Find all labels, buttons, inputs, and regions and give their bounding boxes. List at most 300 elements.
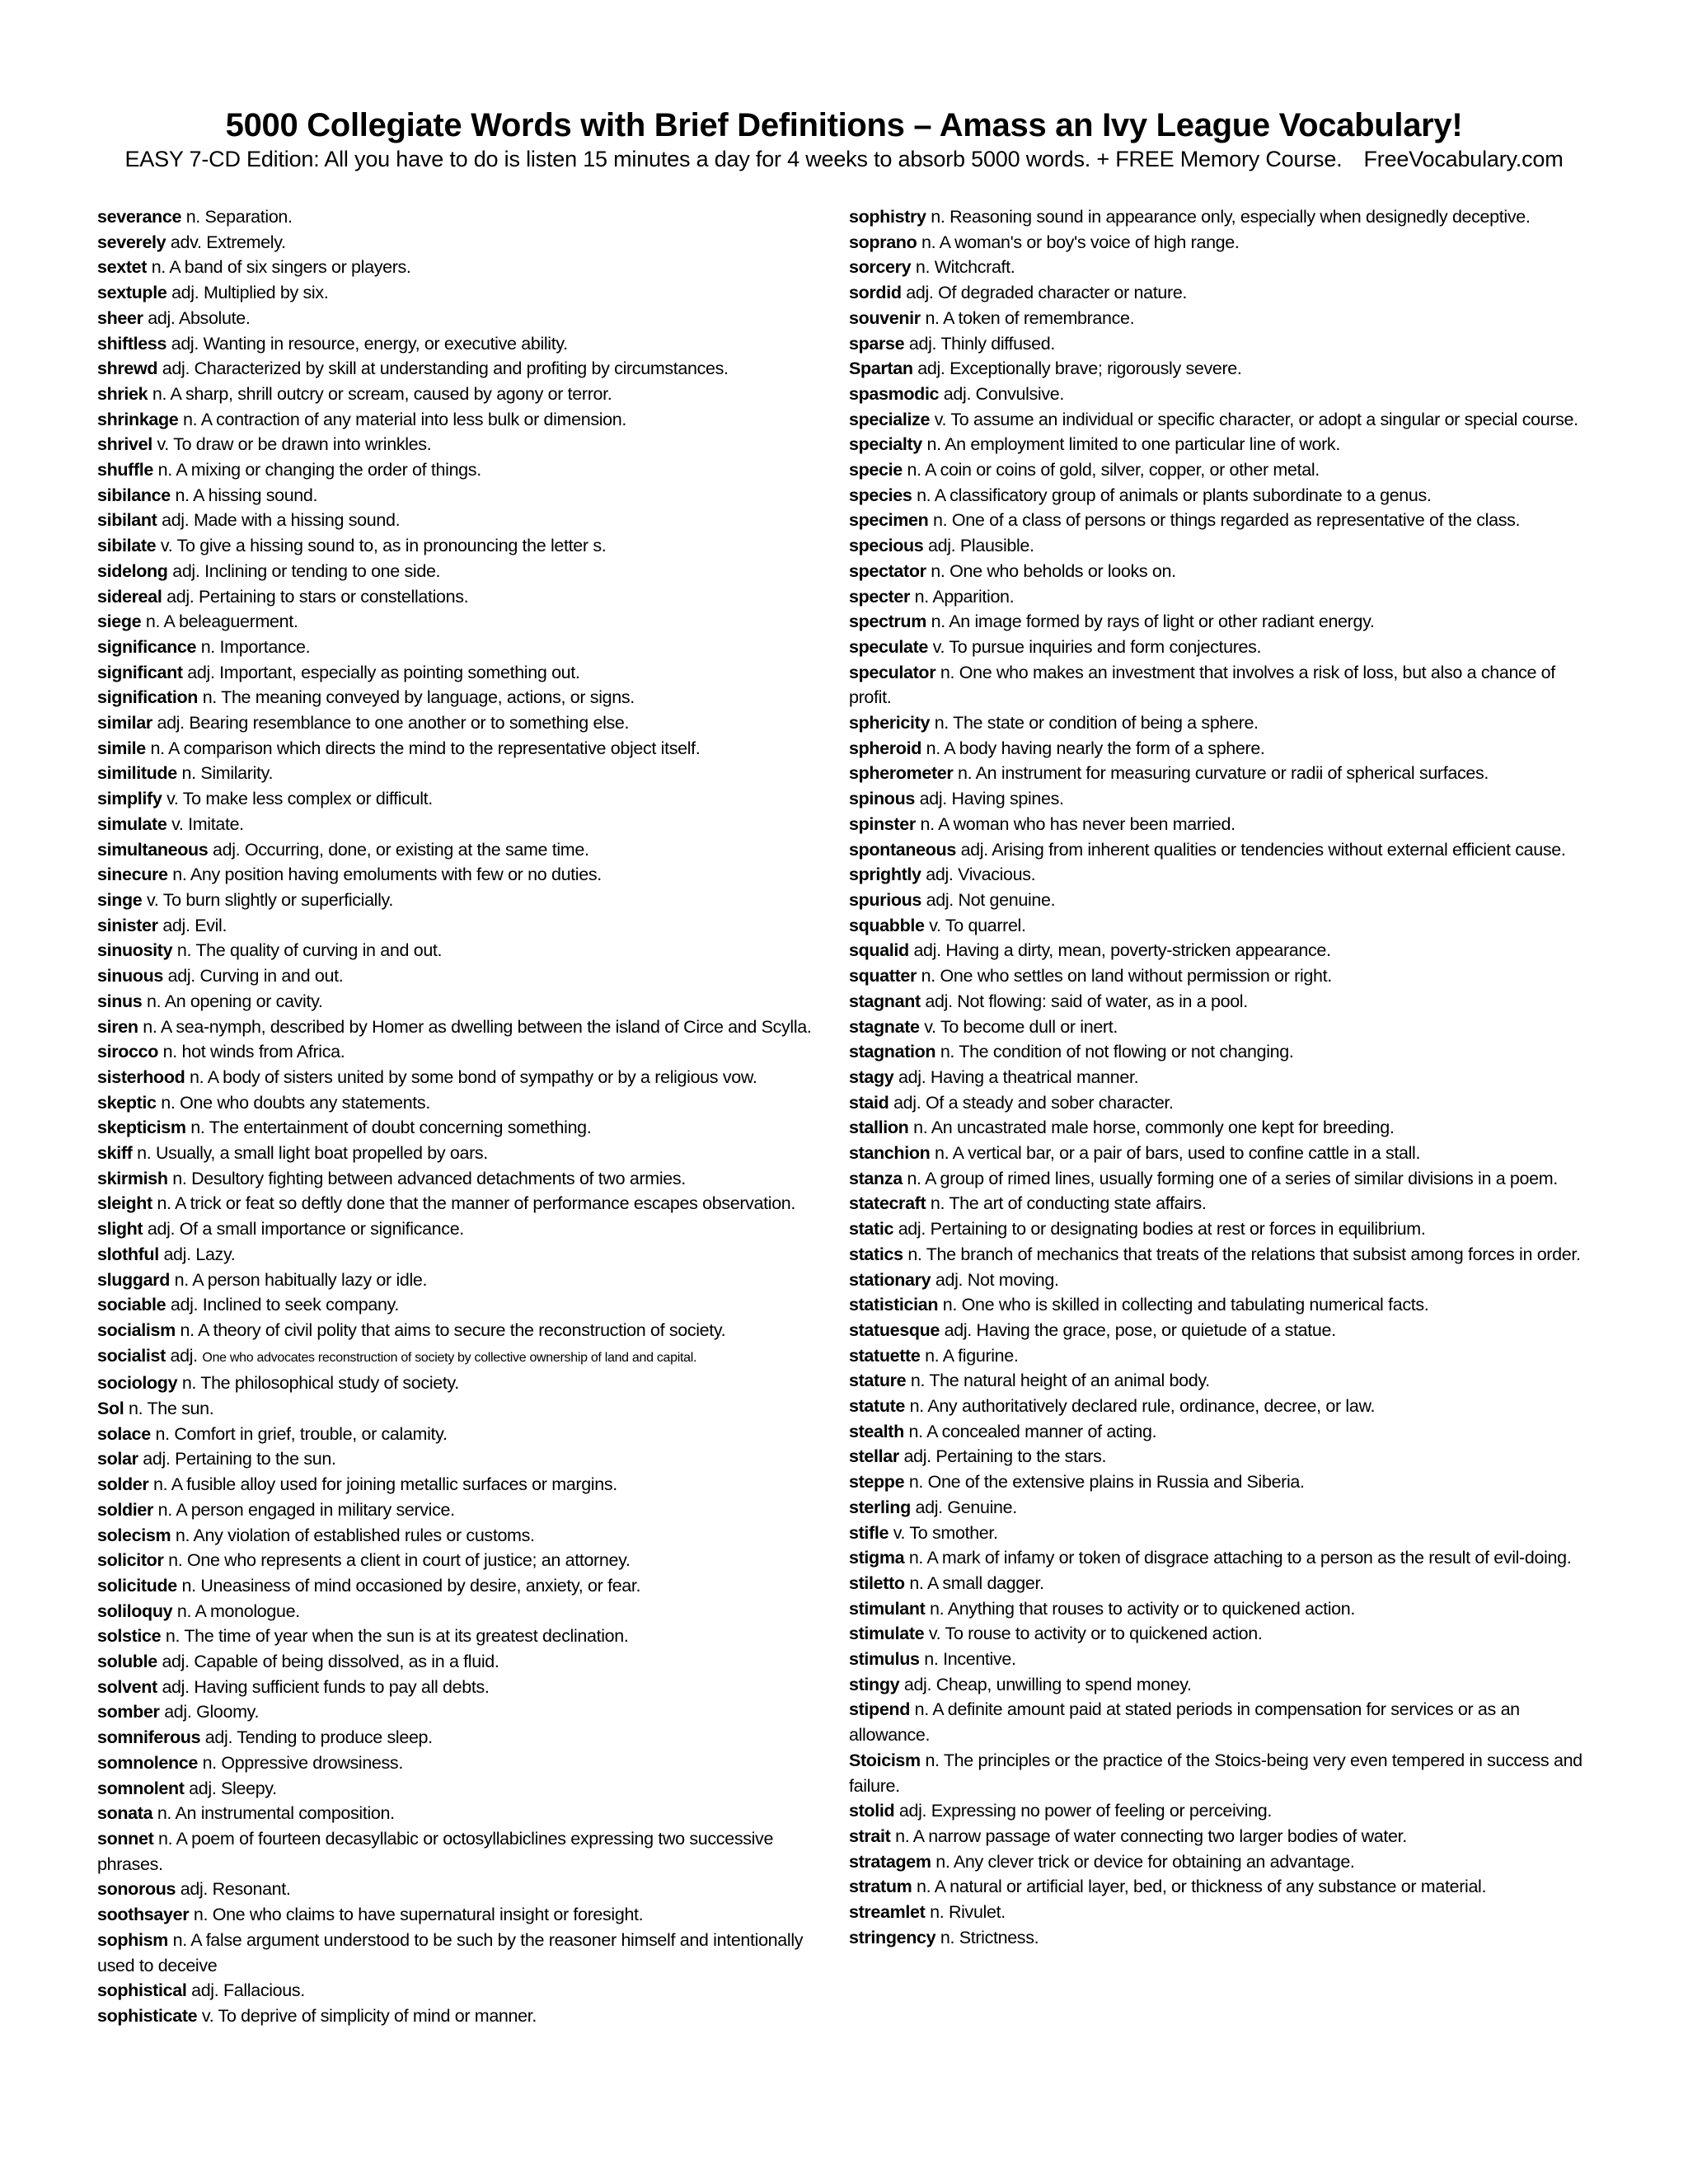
vocab-entry: [97, 812, 831, 837]
entry-word: somber: [97, 1702, 160, 1722]
entry-word: speculate: [849, 636, 929, 657]
entry-definition: adj. Fallacious.: [191, 1980, 305, 2001]
entry-definition: n. A hissing sound.: [175, 485, 318, 505]
vocab-entry: [97, 508, 831, 533]
entry-word: sleight: [97, 1193, 152, 1214]
entry-definition: n. One who makes an investment that involves a risk of loss, but also a chance of profit.: [849, 662, 1555, 708]
entry-word: squabble: [849, 915, 925, 935]
entry-definition: n. A beleaguerment.: [145, 612, 298, 632]
entry-word: stealth: [849, 1421, 904, 1441]
entry-definition: adj. Having a theatrical manner.: [898, 1066, 1139, 1087]
entry-definition: n. One of the extensive plains in Russia and Siberia.: [908, 1472, 1305, 1493]
entry-word: simplify: [97, 789, 162, 809]
entry-word: solace: [97, 1423, 151, 1444]
vocab-entry: [849, 1521, 1591, 1546]
entry-word: slight: [97, 1219, 143, 1240]
vocab-entry: [97, 685, 831, 710]
vocab-entry: [97, 1497, 831, 1523]
entry-definition: n. One who is skilled in collecting and tabulating numerical facts.: [942, 1295, 1429, 1315]
entry-word: severely: [97, 232, 166, 252]
vocab-entry: [849, 508, 1591, 533]
entry-definition: n. An uncastrated male horse, commonly one kept for breeding.: [913, 1118, 1395, 1138]
right-column: [849, 204, 1591, 1951]
vocab-entry: [849, 837, 1591, 863]
vocab-entry: [849, 1900, 1591, 1925]
entry-definition: n. A contraction of any material into less bulk or dimension.: [183, 409, 626, 429]
entry-definition: n. The branch of mechanics that treats of the relations that subsist among forces in order.: [907, 1244, 1581, 1264]
vocab-entry: [849, 989, 1591, 1015]
entry-word: shrinkage: [97, 409, 179, 429]
vocab-entry: [849, 1849, 1591, 1875]
entry-definition: n. Any violation of established rules or customs.: [175, 1525, 535, 1545]
entry-definition: n. The natural height of an animal body.: [910, 1371, 1210, 1391]
entry-definition: n. A token of remembrance.: [925, 307, 1135, 328]
entry-definition: n. The entertainment of doubt concerning something.: [190, 1118, 592, 1138]
entry-word: stipend: [849, 1699, 910, 1720]
entry-word: significance: [97, 636, 197, 657]
entry-definition: adj. Having a dirty, mean, poverty-stricken appearance.: [913, 940, 1331, 961]
entry-word: signification: [97, 687, 199, 708]
vocab-entry: [849, 1318, 1591, 1343]
vocab-entry: [97, 1216, 831, 1242]
entry-definition: n. An opening or cavity.: [147, 991, 323, 1011]
vocab-entry: [849, 1191, 1591, 1216]
vocab-entry: [849, 660, 1591, 710]
vocab-entry: [97, 1065, 831, 1090]
entry-word: specimen: [849, 510, 929, 531]
entry-word: stimulate: [849, 1624, 925, 1644]
entry-word: species: [849, 485, 912, 505]
entry-word: soldier: [97, 1499, 154, 1520]
entry-word: staid: [849, 1092, 889, 1113]
entry-definition: n. A definite amount paid at stated periods in compensation for services or as an allowance.: [849, 1699, 1520, 1746]
vocab-entry: [97, 635, 831, 660]
entry-definition: adj. Plausible.: [928, 536, 1034, 556]
vocab-entry: [97, 280, 831, 306]
entry-word: solvent: [97, 1676, 157, 1697]
entry-definition: n. A woman's or boy's voice of high range.: [921, 232, 1240, 252]
vocab-entry: [97, 736, 831, 762]
entry-word: siren: [97, 1016, 138, 1037]
entry-definition: n. A woman who has never been married.: [920, 813, 1236, 834]
entry-definition: adj. Bearing resemblance to one another or to something else.: [157, 713, 630, 733]
vocab-entry: [97, 559, 831, 584]
entry-word: sordid: [849, 283, 902, 303]
entry-word: stimulus: [849, 1649, 920, 1670]
entry-definition: n. An image formed by rays of light or other radiant energy.: [931, 612, 1375, 632]
entry-definition: adj. Capable of being dissolved, as in a fluid.: [162, 1652, 499, 1672]
entry-word: static: [849, 1219, 894, 1240]
entry-definition: n. Apparition.: [914, 586, 1015, 607]
entry-word: shuffle: [97, 460, 154, 480]
entry-word: steppe: [849, 1472, 905, 1493]
entry-definition: n. The state or condition of being a sphere.: [934, 713, 1259, 733]
entry-definition: n. A small dagger.: [909, 1572, 1044, 1593]
entry-word: sterling: [849, 1497, 911, 1517]
vocab-entry: [849, 812, 1591, 837]
entry-word: stagnate: [849, 1016, 920, 1037]
entry-word: sociable: [97, 1295, 166, 1315]
entry-definition: n. A trick or feat so deftly done that the manner of performance escapes observation.: [157, 1193, 796, 1214]
entry-word: sonata: [97, 1803, 153, 1824]
entry-word: slothful: [97, 1244, 159, 1264]
vocab-entry: [849, 306, 1591, 331]
entry-word: sidereal: [97, 586, 162, 607]
entry-word: stagy: [849, 1066, 894, 1087]
entry-word: sextuple: [97, 283, 167, 303]
vocab-entry: [97, 457, 831, 483]
vocab-entry: [97, 710, 831, 736]
vocab-entry: [849, 1141, 1591, 1166]
vocab-entry: [97, 862, 831, 888]
entry-word: squatter: [849, 966, 917, 987]
vocab-entry: [97, 1523, 831, 1549]
entry-definition: adj.: [170, 1345, 198, 1366]
entry-definition: n. A person engaged in military service.: [157, 1499, 455, 1520]
entry-definition: n. The time of year when the sun is at its greatest declination.: [165, 1626, 629, 1647]
entry-definition: adj. Evil.: [162, 915, 227, 935]
entry-definition: adj. Not flowing: said of water, as in a pool.: [925, 991, 1248, 1011]
entry-definition: adj. Tending to produce sleep.: [204, 1727, 433, 1748]
entry-definition: adj. Of degraded character or nature.: [906, 283, 1188, 303]
entry-definition: n. A band of six singers or players.: [151, 257, 411, 278]
entry-word: statics: [849, 1244, 903, 1264]
entry-definition: adj. Sleepy.: [189, 1778, 277, 1798]
entry-word: statuette: [849, 1345, 921, 1366]
entry-word: spinster: [849, 813, 916, 834]
vocab-entry: [97, 1978, 831, 2004]
vocab-entry: [97, 356, 831, 382]
entry-word: sonnet: [97, 1829, 154, 1849]
page-subtitle: [0, 145, 1688, 173]
vocab-entry: [97, 1750, 831, 1776]
vocab-entry: [849, 1647, 1591, 1672]
vocab-entry: [849, 204, 1591, 230]
subtitle-text: EASY 7-CD Edition: All you have to do is listen 15 minutes a day for 4 weeks to absorb 5000 words. + FREE Memory Course.: [124, 147, 1343, 171]
entry-word: Stoicism: [849, 1750, 921, 1770]
vocab-entry: [849, 710, 1591, 736]
vocab-entry: [97, 1548, 831, 1573]
entry-word: spurious: [849, 889, 921, 910]
entry-definition: adj. Exceptionally brave; rigorously severe.: [917, 359, 1242, 379]
entry-word: streamlet: [849, 1902, 926, 1923]
entry-word: sheer: [97, 307, 143, 328]
entry-word: spheroid: [849, 738, 921, 758]
entry-definition: n. A natural or artificial layer, bed, or thickness of any substance or material.: [917, 1877, 1487, 1897]
entry-word: soluble: [97, 1652, 157, 1672]
entry-definition: v. To deprive of simplicity of mind or manner.: [201, 2005, 537, 2026]
entry-definition: adj. Pertaining to the stars.: [903, 1446, 1107, 1467]
vocab-entry: [97, 660, 831, 686]
vocab-entry: [849, 1419, 1591, 1445]
entry-word: stagnant: [849, 991, 921, 1011]
vocab-entry: [97, 1902, 831, 1928]
entry-word: Sol: [97, 1399, 124, 1419]
entry-definition: n. A narrow passage of water connecting two larger bodies of water.: [895, 1826, 1407, 1846]
vocab-entry: [97, 963, 831, 989]
entry-word: sextet: [97, 257, 148, 278]
entry-word: stanchion: [849, 1143, 931, 1164]
entry-word: speculator: [849, 662, 936, 682]
vocab-entry: [97, 913, 831, 939]
vocab-entry: [849, 1748, 1591, 1798]
vocab-entry: [849, 1596, 1591, 1622]
vocab-entry: [97, 1675, 831, 1700]
entry-word: stratagem: [849, 1851, 931, 1872]
entry-definition: n. Comfort in grief, trouble, or calamity.: [155, 1423, 448, 1444]
vocab-entry: [97, 1446, 831, 1472]
vocab-entry: [849, 1065, 1591, 1090]
entry-word: specialize: [849, 409, 931, 429]
entry-definition: adj. Curving in and out.: [167, 966, 344, 987]
vocab-entry: [97, 1090, 831, 1116]
entry-definition: n. A false argument understood to be such by the reasoner himself and intentionally used to deceive: [97, 1929, 804, 1975]
vocab-entry: [849, 963, 1591, 989]
entry-word: stanza: [849, 1168, 903, 1188]
entry-word: soothsayer: [97, 1905, 190, 1925]
vocab-entry: [97, 1039, 831, 1065]
entry-word: Spartan: [849, 359, 913, 379]
entry-word: stationary: [849, 1269, 931, 1290]
entry-definition: adj. Expressing no power of feeling or perceiving.: [898, 1801, 1273, 1821]
entry-definition: n. One who represents a client in court of justice; an attorney.: [168, 1550, 631, 1571]
entry-word: sinus: [97, 991, 143, 1011]
vocab-entry: [97, 1318, 831, 1343]
entry-word: sphericity: [849, 713, 931, 733]
vocab-entry: [97, 382, 831, 407]
vocab-entry: [849, 407, 1591, 433]
entry-definition: adj. Thinly diffused.: [908, 333, 1055, 354]
entry-word: skeptic: [97, 1092, 157, 1113]
entry-definition: n. The sun.: [129, 1399, 214, 1419]
entry-word: sprightly: [849, 865, 921, 885]
entry-word: stiletto: [849, 1572, 905, 1593]
entry-definition: n. The philosophical study of society.: [181, 1373, 459, 1394]
vocab-entry: [97, 1472, 831, 1497]
page-title: 5000 Collegiate Words with Brief Definitions – Amass an Ivy League Vocabulary!: [225, 107, 1463, 143]
entry-word: solicitude: [97, 1575, 177, 1596]
entry-definition: adj. Lazy.: [163, 1244, 236, 1264]
vocab-entry: [97, 432, 831, 457]
vocab-entry: [849, 1545, 1591, 1571]
entry-definition: adj. Pertaining to or designating bodies at rest or forces in equilibrium.: [898, 1219, 1426, 1240]
entry-definition: n. A figurine.: [925, 1345, 1019, 1366]
vocab-entry: [849, 1621, 1591, 1647]
vocab-entry: [97, 331, 831, 357]
vocab-entry: [849, 1874, 1591, 1900]
entry-word: sophism: [97, 1929, 168, 1950]
entry-definition: n. The art of conducting state affairs.: [930, 1193, 1207, 1214]
entry-word: sociology: [97, 1373, 178, 1394]
vocab-entry: [849, 1697, 1591, 1747]
entry-definition: adj. Having spines.: [919, 789, 1064, 809]
vocab-entry: [97, 255, 831, 280]
entry-word: statistician: [849, 1295, 939, 1315]
entry-word: stolid: [849, 1801, 895, 1821]
entry-word: stifle: [849, 1522, 889, 1543]
entry-word: specter: [849, 586, 911, 607]
vocab-entry: [97, 761, 831, 786]
entry-word: somniferous: [97, 1727, 201, 1748]
entry-definition: adv. Extremely.: [170, 232, 286, 252]
entry-word: soliloquy: [97, 1601, 173, 1621]
entry-definition: adj. Wanting in resource, energy, or executive ability.: [171, 333, 568, 354]
entry-definition: v. To draw or be drawn into wrinkles.: [157, 434, 432, 455]
entry-definition: n. A classificatory group of animals or plants subordinate to a genus.: [917, 485, 1432, 505]
vocab-entry: [97, 786, 831, 812]
vocab-entry: [849, 736, 1591, 762]
entry-word: spasmodic: [849, 383, 940, 404]
entry-definition: v. To make less complex or difficult.: [166, 789, 433, 809]
entry-word: spinous: [849, 789, 915, 809]
vocab-entry: [849, 230, 1591, 255]
vocab-entry: [849, 432, 1591, 457]
entry-definition: n. Any authoritatively declared rule, ordinance, decree, or law.: [909, 1396, 1376, 1417]
entry-word: soprano: [849, 232, 917, 252]
vocab-entry: [97, 1396, 831, 1422]
entry-definition: adj. Cheap, unwilling to spend money.: [903, 1674, 1192, 1694]
entry-definition: n. Any position having emoluments with few or no duties.: [172, 865, 602, 885]
entry-word: simulate: [97, 813, 167, 834]
entry-definition: n. Witchcraft.: [915, 257, 1015, 278]
vocab-entry: [97, 1115, 831, 1141]
vocab-entry: [849, 1925, 1591, 1951]
vocab-entry: [849, 1824, 1591, 1849]
entry-definition: n. Strictness.: [940, 1927, 1039, 1947]
entry-word: simile: [97, 738, 146, 758]
vocab-entry: [849, 1495, 1591, 1521]
entry-definition: n. Rivulet.: [930, 1902, 1006, 1923]
entry-definition: adj. Genuine.: [915, 1497, 1017, 1517]
left-column: [97, 204, 831, 2029]
vocab-entry: [97, 1343, 831, 1371]
entry-definition: n. A mixing or changing the order of things.: [157, 460, 481, 480]
vocab-entry: [849, 862, 1591, 888]
entry-definition: n. A concealed manner of acting.: [908, 1421, 1157, 1441]
entry-word: solecism: [97, 1525, 171, 1545]
entry-definition: n. A sea-nymph, described by Homer as dwelling between the island of Circe and Scylla.: [143, 1016, 812, 1037]
entry-word: squalid: [849, 940, 909, 961]
vocab-entry: [97, 1268, 831, 1293]
entry-word: socialist: [97, 1345, 166, 1366]
site-link[interactable]: FreeVocabulary.com: [1363, 147, 1564, 171]
entry-definition: v. To become dull or inert.: [924, 1016, 1118, 1037]
vocab-entry: [97, 1725, 831, 1750]
entry-definition: adj. Of a small importance or significance.: [147, 1219, 464, 1240]
entry-definition: v. To quarrel.: [929, 915, 1026, 935]
entry-word: stratum: [849, 1877, 912, 1897]
entry-word: sinister: [97, 915, 158, 935]
vocab-entry: [97, 938, 831, 963]
entry-definition: n. A theory of civil polity that aims to secure the reconstruction of society.: [180, 1319, 726, 1340]
entry-definition: n. A sharp, shrill outcry or scream, caused by agony or terror.: [152, 383, 612, 404]
entry-word: shrewd: [97, 359, 158, 379]
vocab-entry: [849, 1368, 1591, 1394]
vocab-entry: [97, 1371, 831, 1396]
entry-word: skiff: [97, 1143, 133, 1164]
entry-definition: n. An instrument for measuring curvature or radii of spherical surfaces.: [958, 763, 1489, 784]
vocab-entry: [849, 1015, 1591, 1040]
vocab-entry: [849, 1444, 1591, 1469]
vocab-entry: [97, 1573, 831, 1599]
entry-word: statecraft: [849, 1193, 926, 1214]
vocab-entry: [97, 1826, 831, 1877]
vocab-entry: [97, 837, 831, 863]
vocab-entry: [849, 938, 1591, 963]
entry-word: somnolent: [97, 1778, 185, 1798]
entry-definition: n. A comparison which directs the mind to the representative object itself.: [150, 738, 701, 758]
entry-word: shrivel: [97, 434, 152, 455]
entry-word: specie: [849, 460, 903, 480]
entry-definition: adj. Of a steady and sober character.: [893, 1092, 1174, 1113]
entry-word: statute: [849, 1396, 906, 1417]
vocab-entry: [849, 786, 1591, 812]
entry-word: spectrum: [849, 612, 926, 632]
vocab-entry: [97, 1166, 831, 1192]
entry-word: skepticism: [97, 1118, 186, 1138]
vocab-entry: [849, 280, 1591, 306]
entry-definition: adj. Not genuine.: [926, 889, 1056, 910]
vocab-entry: [849, 1469, 1591, 1495]
entry-definition: v. To assume an individual or specific character, or adopt a singular or special course.: [934, 409, 1578, 429]
entry-word: strait: [849, 1826, 891, 1846]
entry-definition: adj. Resonant.: [180, 1879, 291, 1900]
entry-definition: n. The quality of curving in and out.: [176, 940, 443, 961]
vocab-entry: [849, 888, 1591, 913]
entry-word: severance: [97, 207, 182, 227]
entry-definition: n. One who beholds or looks on.: [931, 560, 1176, 581]
entry-definition: adj. Pertaining to the sun.: [143, 1449, 336, 1469]
entry-word: sophistical: [97, 1980, 187, 2001]
entry-definition: n. Reasoning sound in appearance only, especially when designedly deceptive.: [931, 207, 1531, 227]
entry-definition: v. To burn slightly or superficially.: [147, 889, 393, 910]
entry-definition: v. Imitate.: [171, 813, 244, 834]
entry-definition-small: One who advocates reconstruction of society by collective ownership of land and capital.: [202, 1350, 697, 1365]
vocab-entry: [97, 888, 831, 913]
entry-word: sisterhood: [97, 1066, 185, 1087]
entry-definition: adj. Inclining or tending to one side.: [172, 560, 441, 581]
entry-definition: adj. Not moving.: [935, 1269, 1059, 1290]
entry-definition: adj. Pertaining to stars or constellations.: [166, 586, 469, 607]
entry-definition: n. A body having nearly the form of a sphere.: [926, 738, 1265, 758]
entry-definition: n. Importance.: [200, 636, 311, 657]
entry-word: singe: [97, 889, 143, 910]
entry-definition: adj. Characterized by skill at understanding and profiting by circumstances.: [162, 359, 729, 379]
entry-word: spectator: [849, 560, 926, 581]
entry-word: sibilance: [97, 485, 171, 505]
entry-word: sidelong: [97, 560, 168, 581]
entry-word: shiftless: [97, 333, 167, 354]
entry-definition: n. One who settles on land without permission or right.: [921, 966, 1332, 987]
vocab-entry: [97, 1242, 831, 1268]
vocab-entry: [849, 1090, 1591, 1116]
vocab-entry: [97, 1699, 831, 1725]
vocab-entry: [97, 306, 831, 331]
vocab-entry: [849, 1571, 1591, 1596]
vocab-entry: [97, 533, 831, 559]
entry-definition: n. Incentive.: [924, 1649, 1016, 1670]
vocab-entry: [97, 407, 831, 433]
entry-definition: n. An instrumental composition.: [157, 1803, 395, 1824]
vocab-entry: [97, 1015, 831, 1040]
entry-word: stigma: [849, 1548, 905, 1568]
entry-definition: n. The principles or the practice of the Stoics-being very even tempered in success and failure.: [849, 1750, 1582, 1796]
entry-word: similitude: [97, 763, 177, 784]
vocab-entry: [97, 1191, 831, 1216]
vocab-entry: [849, 635, 1591, 660]
vocab-entry: [849, 1216, 1591, 1242]
vocab-entry: [849, 331, 1591, 357]
